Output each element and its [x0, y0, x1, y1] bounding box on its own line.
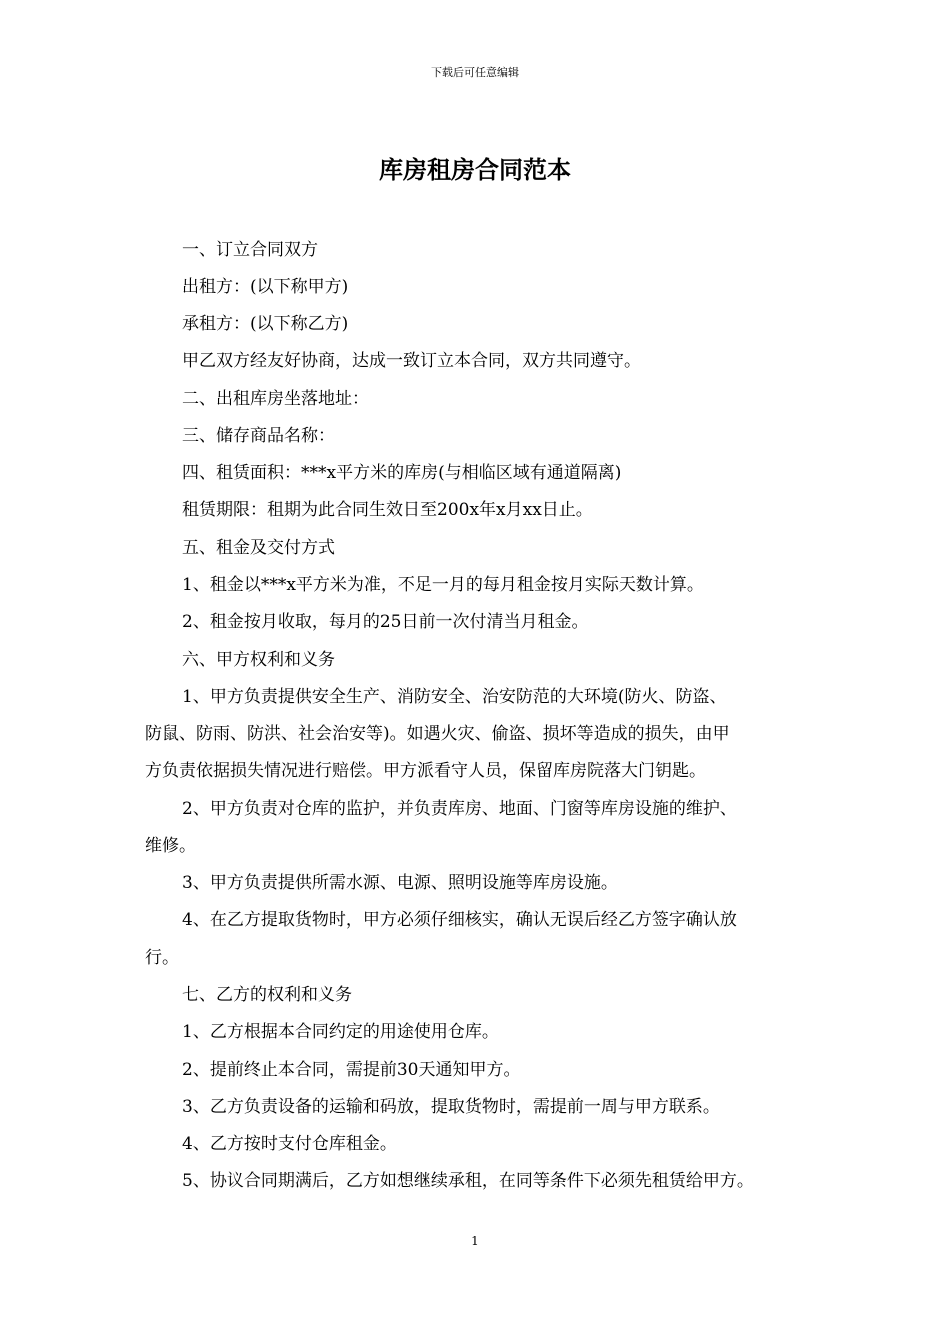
paragraph-line: 3、乙方负责设备的运输和码放，提取货物时，需提前一周与甲方联系。 [182, 1097, 720, 1117]
paragraph-line: 1、甲方负责提供安全生产、消防安全、治安防范的大环境(防火、防盗、 [182, 687, 727, 707]
paragraph-line: 2、甲方负责对仓库的监护，并负责库房、地面、门窗等库房设施的维护、 [182, 799, 737, 819]
section-heading-1: 一、订立合同双方 [182, 240, 318, 260]
paragraph-line: 防鼠、防雨、防洪、社会治安等)。如遇火灾、偷盗、损坏等造成的损失，由甲 [145, 724, 730, 744]
paragraph-line: 承租方：(以下称乙方) [182, 314, 349, 334]
paragraph-line: 租赁期限：租期为此合同生效日至200x年x月xx日止。 [182, 500, 593, 520]
section-heading-4: 四、租赁面积：***x平方米的库房(与相临区域有通道隔离) [182, 463, 622, 483]
section-heading-2: 二、出租库房坐落地址： [182, 389, 369, 409]
page-header: 下载后可任意编辑 [431, 66, 519, 79]
paragraph-line: 2、提前终止本合同，需提前30天通知甲方。 [182, 1060, 521, 1080]
section-heading-7: 七、乙方的权利和义务 [182, 985, 352, 1005]
paragraph-line: 1、乙方根据本合同约定的用途使用仓库。 [182, 1022, 499, 1042]
paragraph-line: 4、在乙方提取货物时，甲方必须仔细核实，确认无误后经乙方签字确认放 [182, 910, 737, 930]
paragraph-line: 2、租金按月收取，每月的25日前一次付清当月租金。 [182, 612, 589, 632]
paragraph-line: 甲乙双方经友好协商，达成一致订立本合同，双方共同遵守。 [182, 351, 641, 371]
section-heading-6: 六、甲方权利和义务 [182, 650, 335, 670]
paragraph-line: 1、租金以***x平方米为准，不足一月的每月租金按月实际天数计算。 [182, 575, 704, 595]
document-title: 库房租房合同范本 [379, 155, 571, 184]
paragraph-line: 3、甲方负责提供所需水源、电源、照明设施等库房设施。 [182, 873, 618, 893]
paragraph-line: 出租方：(以下称甲方) [182, 277, 349, 297]
section-heading-3: 三、储存商品名称： [182, 426, 335, 446]
paragraph-line: 方负责依据损失情况进行赔偿。甲方派看守人员，保留库房院落大门钥匙。 [145, 761, 706, 781]
section-heading-5: 五、租金及交付方式 [182, 538, 335, 558]
paragraph-line: 4、乙方按时支付仓库租金。 [182, 1134, 397, 1154]
paragraph-line: 5、协议合同期满后，乙方如想继续承租，在同等条件下必须先租赁给甲方。 [182, 1171, 754, 1191]
page-number: 1 [471, 1234, 479, 1248]
paragraph-line: 维修。 [145, 836, 196, 856]
paragraph-line: 行。 [145, 948, 179, 968]
